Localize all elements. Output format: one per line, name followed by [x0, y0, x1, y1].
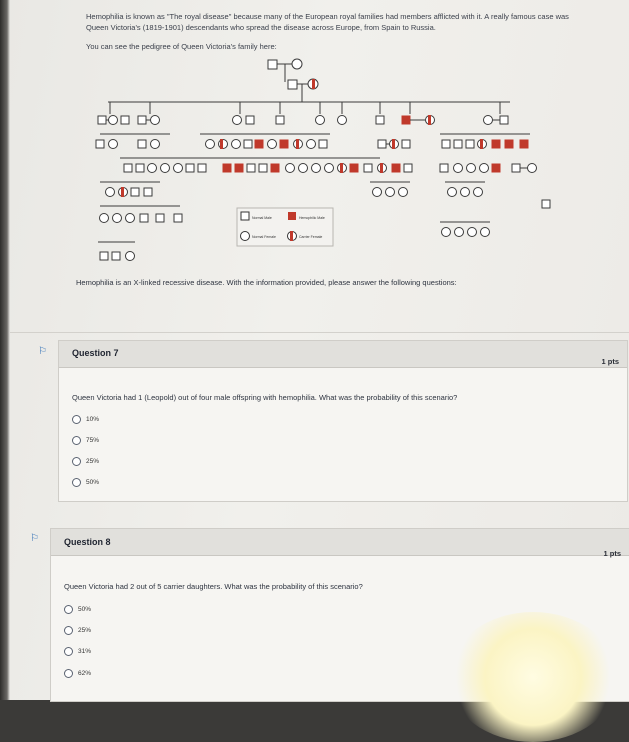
question-8-points: 1 pts [603, 549, 621, 558]
question-7-points: 1 pts [601, 357, 619, 366]
q8-option-4-label: 62% [78, 670, 92, 677]
q7-option-2[interactable] [72, 436, 99, 445]
photo-edge [0, 0, 10, 700]
radio-icon[interactable] [64, 605, 73, 614]
radio-icon[interactable] [72, 478, 81, 487]
q8-option-3[interactable] [64, 647, 91, 656]
question-7-text: Queen Victoria had 1 (Leopold) out of four male offspring with hemophilia. What was the probability of this scenario? [72, 393, 458, 402]
legend-carrier-female: Carrier Female [299, 235, 323, 239]
q7-option-1-label: 10% [86, 416, 100, 423]
q8-option-1[interactable] [64, 605, 91, 614]
q7-option-2-label: 75% [86, 437, 100, 444]
question-8-title: Question 8 [64, 537, 111, 547]
q8-option-1-label: 50% [78, 606, 92, 613]
radio-icon[interactable] [72, 436, 81, 445]
q7-option-4-label: 50% [86, 479, 100, 486]
q8-option-3-label: 31% [78, 648, 92, 655]
q8-option-2[interactable] [64, 626, 91, 635]
radio-icon[interactable] [72, 457, 81, 466]
section-divider [10, 332, 629, 333]
q8-option-2-label: 25% [78, 627, 92, 634]
question-7-card [58, 340, 628, 502]
question-8-header [51, 529, 629, 556]
q7-option-1[interactable] [72, 415, 99, 424]
radio-icon[interactable] [64, 647, 73, 656]
question-7-title: Question 7 [72, 348, 119, 358]
q8-option-4[interactable] [64, 669, 91, 678]
intro-paragraph: Hemophilia is known as "The royal disease" because many of the European royal families had members afflicted with it. A really famous case was Queen Victoria's (1819-1901) descendants who spread the disease across Europe, from Spain to Russia. [86, 12, 569, 32]
legend-normal-male: Normal Male [252, 216, 272, 220]
x-linked-statement: Hemophilia is an X-linked recessive disease. With the information provided, please answer the following questions: [76, 278, 457, 287]
q7-option-3[interactable] [72, 457, 99, 466]
radio-icon[interactable] [64, 626, 73, 635]
q7-option-3-label: 25% [86, 458, 100, 465]
radio-icon[interactable] [64, 669, 73, 678]
legend-normal-female: Normal Female [252, 235, 276, 239]
q7-option-4[interactable] [72, 478, 99, 487]
legend-hemophilic-male: Hemophilic Male [299, 216, 325, 220]
radio-icon[interactable] [72, 415, 81, 424]
question-8-text: Queen Victoria had 2 out of 5 carrier daughters. What was the probability of this scenario? [64, 582, 363, 591]
flag-icon[interactable]: ⚐ [30, 533, 39, 544]
intro-pedigree-line: You can see the pedigree of Queen Victoria's family here: [86, 42, 277, 51]
light-glare [448, 612, 618, 742]
question-7-header [59, 341, 627, 368]
pedigree-chart [80, 52, 570, 274]
flag-icon[interactable]: ⚐ [38, 346, 47, 357]
